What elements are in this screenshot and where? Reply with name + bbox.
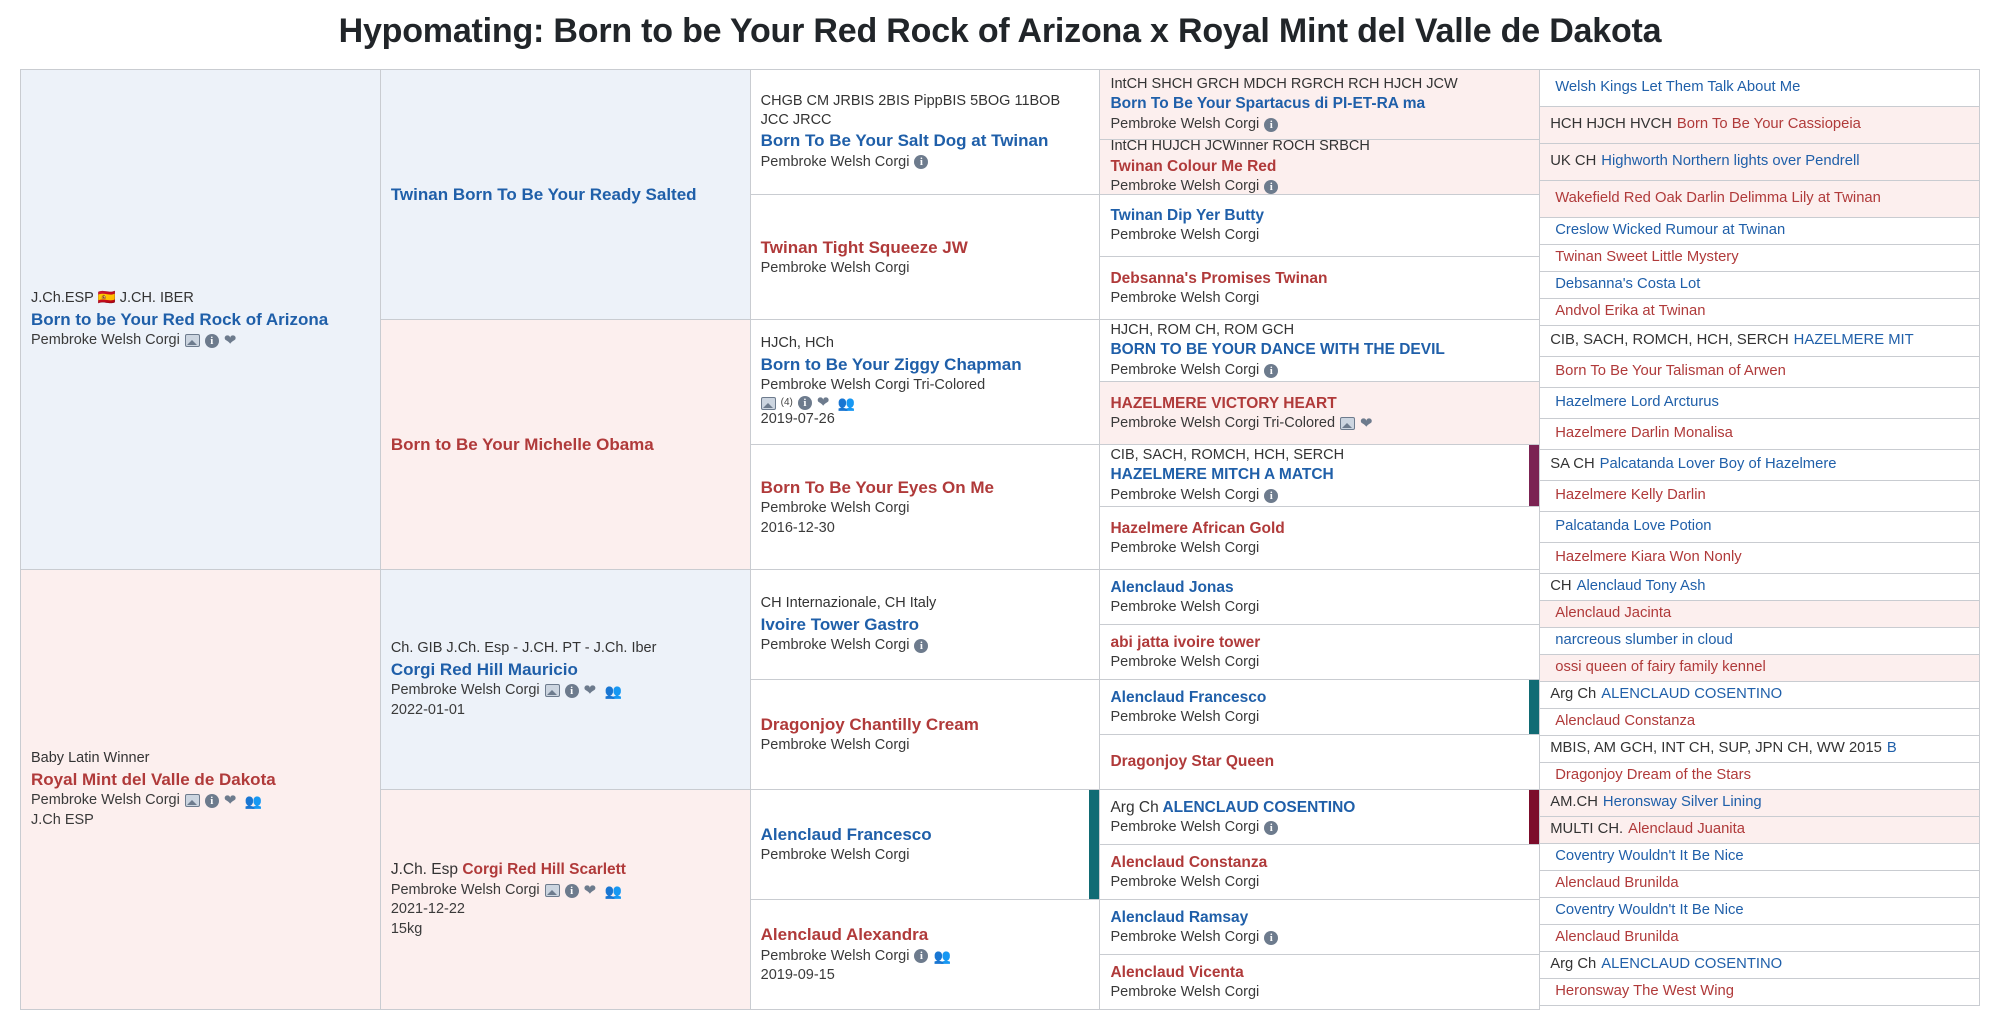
breed-label: Pembroke Welsh Corgi — [760, 636, 910, 653]
pedigree-cell[interactable] — [1100, 445, 1540, 507]
pedigree-cell[interactable] — [1100, 320, 1540, 382]
breed-label: Pembroke Welsh Corgi — [1110, 983, 1260, 1000]
dog-name-line[interactable] — [391, 860, 740, 879]
pedigree-cell[interactable] — [1540, 709, 1980, 736]
dog-breed-line — [1110, 115, 1529, 135]
breed-label: Pembroke Welsh Corgi — [31, 331, 180, 348]
breed-label: Pembroke Welsh Corgi — [1110, 708, 1260, 725]
heart-icon[interactable] — [224, 794, 240, 808]
dog-name[interactable]: Hazelmere Kelly Darlin — [1555, 487, 1706, 504]
dog-name[interactable]: Hazelmere Kiara Won Nonly — [1555, 549, 1742, 566]
dog-breed-line — [1110, 928, 1529, 948]
breed-label: Pembroke Welsh Corgi — [390, 681, 540, 698]
dog-breed-line — [31, 331, 370, 351]
dog-breed-line — [761, 499, 1090, 519]
pedigree-cell[interactable] — [1100, 955, 1540, 1010]
pedigree-cell[interactable] — [1540, 326, 1980, 357]
pedigree-cell[interactable] — [1540, 574, 1980, 601]
pedigree-cell[interactable] — [1540, 844, 1980, 871]
icon-row — [761, 396, 1090, 410]
dog-titles-top: Baby Latin Winner — [31, 749, 150, 766]
heart-icon[interactable] — [224, 334, 240, 348]
dog-name[interactable]: ALENCLAUD COSENTINO — [1162, 798, 1356, 816]
dog-breed-line — [761, 153, 1090, 173]
pedigree-cell[interactable] — [1540, 481, 1980, 512]
info-icon[interactable] — [914, 949, 928, 963]
dog-name[interactable]: ALENCLAUD COSENTINO — [1601, 956, 1783, 973]
pedigree-cell[interactable] — [751, 70, 1101, 195]
pedigree-cell[interactable] — [751, 790, 1101, 900]
dog-breed-line — [1110, 486, 1529, 506]
breed-label: Pembroke Welsh Corgi Tri-Colored — [760, 377, 986, 394]
pedigree-cell[interactable] — [1100, 70, 1540, 140]
dog-name[interactable]: Welsh Kings Let Them Talk About Me — [1555, 79, 1801, 96]
icon-group — [1264, 931, 1278, 945]
pedigree-cell[interactable] — [1540, 450, 1980, 481]
pedigree-cell[interactable] — [751, 195, 1101, 320]
breed-label: Pembroke Welsh Corgi — [390, 881, 540, 898]
dog-name[interactable]: Heronsway The West Wing — [1555, 983, 1734, 1000]
dog-name[interactable]: Alenclaud Jonas — [1110, 578, 1234, 596]
dog-breed-line — [1110, 653, 1529, 673]
dog-name[interactable]: Creslow Wicked Rumour at Twinan — [1555, 222, 1786, 239]
dog-name[interactable]: HAZELMERE VICTORY HEART — [1110, 394, 1337, 412]
dog-name[interactable]: Twinan Tight Squeeze JW — [760, 237, 968, 257]
dog-breed-line — [761, 846, 1090, 866]
dog-titles-inline: UK CH — [1550, 153, 1597, 170]
photo-icon[interactable] — [545, 884, 560, 897]
photo-icon[interactable] — [185, 794, 200, 807]
dog-name[interactable]: Born To Be Your Talisman of Arwen — [1555, 363, 1786, 380]
breed-label: Pembroke Welsh Corgi — [760, 500, 910, 517]
breed-label: Pembroke Welsh Corgi — [760, 259, 910, 276]
dog-titles: Ch. GIB J.Ch. Esp - J.CH. PT - J.Ch. Iber — [390, 639, 657, 656]
icon-group — [761, 396, 855, 410]
pedigree-cell[interactable] — [1540, 543, 1980, 574]
pedigree-cell[interactable] — [381, 570, 751, 790]
pedigree-cell[interactable] — [1540, 512, 1980, 543]
pedigree-cell[interactable] — [1100, 625, 1540, 680]
generation-3-column — [751, 70, 1101, 1010]
dog-titles-inline: Arg Ch — [1550, 686, 1597, 703]
pedigree-cell[interactable] — [1540, 763, 1980, 790]
info-icon[interactable] — [1264, 364, 1278, 378]
pedigree-cell[interactable] — [1540, 736, 1980, 763]
dog-name[interactable]: HAZELMERE MITCH A MATCH — [1110, 466, 1334, 484]
dog-name[interactable]: Born to Be Your Michelle Obama — [390, 434, 654, 454]
pedigree-cell[interactable] — [751, 320, 1101, 445]
breed-label: Pembroke Welsh Corgi — [31, 791, 180, 808]
dog-name[interactable]: Twinan Dip Yer Butty — [1110, 207, 1265, 225]
breed-label: Pembroke Welsh Corgi Tri-Colored — [1110, 414, 1336, 431]
dog-name[interactable]: Dragonjoy Star Queen — [1110, 753, 1275, 771]
dog-name[interactable]: Alenclaud Tony Ash — [1576, 578, 1706, 595]
breed-label: Pembroke Welsh Corgi — [1110, 598, 1260, 615]
dog-name[interactable]: Alenclaud Juanita — [1628, 821, 1745, 838]
dog-titles-inline: SA CH — [1550, 456, 1595, 473]
dog-name[interactable]: Alenclaud Vicenta — [1110, 963, 1244, 981]
dog-name[interactable]: Alenclaud Francesco — [1110, 688, 1267, 706]
dog-birthdate: 2019-07-26 — [760, 411, 835, 428]
pedigree-cell[interactable] — [381, 790, 751, 1010]
dog-name[interactable]: Heronsway Silver Lining — [1602, 794, 1762, 811]
info-icon[interactable] — [1264, 180, 1278, 194]
dog-name[interactable]: Royal Mint del Valle de Dakota — [31, 769, 276, 789]
dog-birthdate: 2022-01-01 — [390, 701, 465, 718]
dog-breed-line — [761, 636, 1090, 656]
pedigree-cell[interactable] — [751, 900, 1101, 1010]
pedigree-cell[interactable] — [1100, 382, 1540, 445]
dog-name[interactable]: Twinan Sweet Little Mystery — [1555, 249, 1739, 266]
pedigree-cell[interactable] — [1540, 655, 1980, 682]
pedigree-cell[interactable] — [1540, 925, 1980, 952]
dog-breed-line — [1110, 873, 1529, 893]
dog-name[interactable]: Dragonjoy Dream of the Stars — [1555, 767, 1751, 784]
dog-name[interactable]: Highworth Northern lights over Pendrell — [1601, 153, 1860, 170]
dog-name[interactable]: Alenclaud Francesco — [760, 825, 932, 845]
photo-icon[interactable] — [545, 684, 560, 697]
dog-titles: CH Internazionale, CH Italy — [760, 594, 937, 611]
dog-titles: HJCH, ROM CH, ROM GCH — [1110, 321, 1295, 338]
breed-label: Pembroke Welsh Corgi — [1110, 928, 1260, 945]
dog-name[interactable]: Twinan Colour Me Red — [1110, 157, 1277, 175]
dog-name[interactable]: ossi queen of fairy family kennel — [1555, 659, 1766, 676]
people-icon[interactable] — [245, 794, 262, 808]
dog-name[interactable]: Alenclaud Brunilda — [1555, 929, 1679, 946]
pedigree-cell[interactable] — [751, 680, 1101, 790]
icon-group — [1264, 821, 1278, 835]
people-icon[interactable] — [933, 949, 950, 963]
pedigree-cell[interactable] — [1540, 871, 1980, 898]
breed-label: Pembroke Welsh Corgi — [1110, 539, 1260, 556]
pedigree-cell[interactable] — [1100, 680, 1540, 735]
inbreeding-marker — [1529, 445, 1539, 506]
generation-1-column — [21, 70, 381, 1010]
pedigree-table — [20, 69, 1980, 1010]
breed-label: Pembroke Welsh Corgi — [1110, 486, 1260, 503]
dog-breed-line — [1110, 708, 1529, 728]
dog-breed-line — [1110, 818, 1529, 838]
dog-name[interactable]: Andvol Erika at Twinan — [1555, 303, 1706, 320]
dog-breed-line — [761, 259, 1090, 279]
icon-group — [1340, 417, 1376, 431]
pedigree-cell-dam[interactable] — [21, 570, 381, 1010]
info-icon[interactable] — [798, 396, 812, 410]
breed-label: Pembroke Welsh Corgi — [1110, 178, 1260, 195]
breed-label: Pembroke Welsh Corgi — [760, 847, 910, 864]
info-icon[interactable] — [1264, 821, 1278, 835]
dog-name[interactable]: Twinan Born To Be Your Ready Salted — [390, 184, 697, 204]
photo-icon[interactable] — [185, 334, 200, 347]
dog-extra: J.Ch ESP — [31, 811, 94, 828]
pedigree-cell[interactable] — [1540, 181, 1980, 218]
pedigree-cell[interactable] — [751, 570, 1101, 680]
dog-breed-line — [31, 791, 370, 811]
pedigree-cell[interactable] — [1100, 507, 1540, 570]
inbreeding-marker — [1529, 680, 1539, 734]
pedigree-cell[interactable] — [1540, 601, 1980, 628]
generation-5-column — [1540, 70, 1980, 1010]
pedigree-cell[interactable] — [1540, 388, 1980, 419]
icon-group — [545, 884, 622, 898]
people-icon[interactable] — [605, 884, 622, 898]
icon-group — [1264, 364, 1278, 378]
dog-titles: CHGB CM JRBIS 2BIS PippBIS 5BOG 11BOB JCC JRCC — [760, 92, 1061, 128]
pedigree-cell[interactable] — [1100, 790, 1540, 845]
inbreeding-marker — [1089, 790, 1099, 899]
breed-label: Pembroke Welsh Corgi — [1110, 227, 1260, 244]
dog-name[interactable]: Debsanna's Costa Lot — [1555, 276, 1701, 293]
dog-breed-line — [1110, 598, 1529, 618]
pedigree-cell[interactable] — [1540, 107, 1980, 144]
breed-label: Pembroke Welsh Corgi — [1110, 818, 1260, 835]
dog-name[interactable]: Palcatanda Lover Boy of Hazelmere — [1599, 456, 1837, 473]
dog-name[interactable]: BORN TO BE YOUR DANCE WITH THE DEVIL — [1110, 341, 1445, 359]
dog-name[interactable]: Born To Be Your Salt Dog at Twinan — [760, 131, 1049, 151]
icon-group — [914, 949, 950, 963]
dog-weight: 15kg — [390, 920, 423, 937]
generation-4-column — [1100, 70, 1540, 1010]
dog-name[interactable]: Born to be Your Red Rock of Arizona — [31, 309, 329, 329]
dog-breed-line — [1110, 361, 1529, 381]
dog-name[interactable]: Alenclaud Alexandra — [760, 925, 929, 945]
pedigree-cell[interactable] — [1100, 140, 1540, 195]
icon-group — [185, 794, 262, 808]
dog-name[interactable]: abi jatta ivoire tower — [1110, 633, 1261, 651]
info-icon[interactable] — [1264, 118, 1278, 132]
pedigree-cell[interactable] — [1540, 419, 1980, 450]
icon-group — [185, 334, 240, 348]
dog-name[interactable]: Born To Be Your Cassiopeia — [1676, 116, 1861, 133]
pedigree-cell[interactable] — [751, 445, 1101, 570]
dog-titles-inline: HCH HJCH HVCH — [1550, 116, 1672, 133]
pedigree-cell[interactable] — [1540, 979, 1980, 1006]
pedigree-cell[interactable] — [1100, 735, 1540, 790]
inbreeding-marker — [1529, 790, 1539, 844]
dog-name[interactable]: Hazelmere Darlin Monalisa — [1555, 425, 1733, 442]
pedigree-cell[interactable] — [1100, 570, 1540, 625]
pedigree-cell[interactable] — [381, 70, 751, 320]
dog-name[interactable]: Hazelmere African Gold — [1110, 519, 1285, 537]
heart-icon[interactable] — [584, 684, 600, 698]
dog-name[interactable]: Alenclaud Brunilda — [1555, 875, 1679, 892]
dog-breed-line — [1110, 983, 1529, 1003]
breed-label: Pembroke Welsh Corgi — [760, 737, 910, 754]
dog-name[interactable]: Born To Be Your Eyes On Me — [760, 477, 994, 497]
dog-name[interactable]: Hazelmere Lord Arcturus — [1555, 394, 1719, 411]
dog-name[interactable]: Alenclaud Jacinta — [1555, 605, 1672, 622]
pedigree-cell[interactable] — [381, 320, 751, 570]
page-title: Hypomating: Born to be Your Red Rock of Arizona x Royal Mint del Valle de Dakota — [338, 12, 1662, 50]
dog-titles-inline: Arg Ch — [1550, 956, 1597, 973]
dog-breed-line — [761, 947, 1090, 967]
dog-titles-inline: MBIS, AM GCH, INT CH, SUP, JPN CH, WW 2015 — [1550, 740, 1882, 757]
people-icon[interactable] — [605, 684, 622, 698]
dog-breed-line — [1110, 226, 1529, 246]
dog-titles-inline: CIB, SACH, ROMCH, HCH, SERCH — [1550, 332, 1789, 349]
info-icon[interactable] — [914, 639, 928, 653]
breed-label: Pembroke Welsh Corgi — [1110, 361, 1260, 378]
pedigree-cell[interactable] — [1540, 682, 1980, 709]
dog-titles: CIB, SACH, ROMCH, HCH, SERCH — [1110, 446, 1345, 463]
pedigree-cell[interactable] — [1100, 900, 1540, 955]
dog-name[interactable]: Born To Be Your Spartacus di PI-ET-RA ma — [1110, 95, 1426, 113]
pedigree-cell[interactable] — [1540, 790, 1980, 817]
icon-group — [1264, 180, 1278, 194]
dog-breed-line — [1110, 289, 1529, 309]
dog-titles-inline: AM.CH — [1550, 794, 1598, 811]
breed-label: Pembroke Welsh Corgi — [760, 947, 910, 964]
dog-breed-line — [1110, 414, 1529, 434]
dog-name[interactable]: Ivoire Tower Gastro — [760, 614, 920, 634]
dog-name[interactable]: Alenclaud Constanza — [1555, 713, 1696, 730]
info-icon[interactable] — [205, 794, 219, 808]
dog-name[interactable]: Coventry Wouldn't It Be Nice — [1555, 848, 1744, 865]
dog-name[interactable]: B — [1886, 740, 1897, 757]
breed-label: Pembroke Welsh Corgi — [1110, 289, 1260, 306]
icon-group — [545, 684, 622, 698]
breed-label: Pembroke Welsh Corgi — [1110, 873, 1260, 890]
dog-breed-line — [761, 376, 1090, 396]
dog-birthdate: 2019-09-15 — [760, 967, 835, 984]
dog-breed-line — [761, 736, 1090, 756]
dog-birthdate: 2016-12-30 — [760, 519, 835, 536]
heart-icon[interactable] — [584, 884, 600, 898]
pedigree-cell[interactable] — [1540, 628, 1980, 655]
dog-name[interactable]: HAZELMERE MIT — [1793, 332, 1914, 349]
pedigree-cell[interactable] — [1540, 817, 1980, 844]
pedigree-cell[interactable] — [1540, 70, 1980, 107]
breed-label: Pembroke Welsh Corgi — [1110, 115, 1260, 132]
info-icon[interactable] — [205, 334, 219, 348]
pedigree-cell[interactable] — [1100, 845, 1540, 900]
dog-name[interactable]: Wakefield Red Oak Darlin Delimma Lily at Twinan — [1555, 190, 1881, 207]
pedigree-cell[interactable] — [1100, 257, 1540, 320]
pedigree-cell[interactable] — [1540, 299, 1980, 326]
dog-name-line[interactable] — [1110, 798, 1529, 817]
pedigree-cell[interactable] — [1540, 272, 1980, 299]
dog-breed-line — [1110, 539, 1529, 559]
dog-name[interactable]: narcreous slumber in cloud — [1555, 632, 1733, 649]
dog-name[interactable]: Debsanna's Promises Twinan — [1110, 269, 1328, 287]
info-icon[interactable] — [565, 684, 579, 698]
generation-2-column — [381, 70, 751, 1010]
icon-group — [914, 639, 928, 653]
pedigree-cell[interactable] — [1540, 898, 1980, 925]
dog-titles: IntCH SHCH GRCH MDCH RGRCH RCH HJCH JCW — [1110, 75, 1458, 92]
icon-group — [1264, 118, 1278, 132]
dog-name[interactable]: Palcatanda Love Potion — [1555, 518, 1712, 535]
dog-titles: HJCh, HCh — [760, 335, 834, 352]
info-icon[interactable] — [1264, 489, 1278, 503]
dog-titles: J.Ch.ESP 🇪🇸 J.CH. IBER — [31, 289, 194, 306]
dog-birthdate: 2021-12-22 — [390, 901, 465, 918]
dog-name[interactable]: Alenclaud Ramsay — [1110, 908, 1249, 926]
dog-name[interactable]: Coventry Wouldn't It Be Nice — [1555, 902, 1744, 919]
pedigree-cell-sire[interactable] — [21, 70, 381, 570]
dog-breed-line — [391, 881, 740, 901]
heart-icon[interactable] — [1360, 417, 1376, 431]
info-icon[interactable] — [1264, 931, 1278, 945]
dog-titles-inline: J.Ch. Esp — [390, 861, 459, 879]
pedigree-cell[interactable] — [1540, 357, 1980, 388]
dog-breed-line — [1110, 177, 1529, 195]
dog-name[interactable]: Corgi Red Hill Scarlett — [462, 861, 626, 879]
dog-name[interactable]: ALENCLAUD COSENTINO — [1601, 686, 1783, 703]
breed-label: Pembroke Welsh Corgi — [1110, 653, 1260, 670]
info-icon[interactable] — [914, 155, 928, 169]
pedigree-cell[interactable] — [1100, 195, 1540, 257]
photo-count: (4) — [780, 397, 793, 409]
dog-name[interactable]: Corgi Red Hill Mauricio — [390, 659, 578, 679]
pedigree-cell[interactable] — [1540, 144, 1980, 181]
breed-label: Pembroke Welsh Corgi — [760, 153, 910, 170]
dog-titles: IntCH HUJCH JCWinner ROCH SRBCH — [1110, 140, 1370, 155]
photo-icon[interactable] — [761, 397, 776, 410]
dog-breed-line — [391, 681, 740, 701]
icon-group — [1264, 489, 1278, 503]
dog-titles-inline: Arg Ch — [1110, 798, 1159, 816]
photo-icon[interactable] — [1340, 417, 1355, 430]
dog-name[interactable]: Alenclaud Constanza — [1110, 853, 1268, 871]
pedigree-cell[interactable] — [1540, 218, 1980, 245]
heart-icon[interactable] — [817, 396, 833, 410]
dog-name[interactable]: Dragonjoy Chantilly Cream — [760, 715, 979, 735]
people-icon[interactable] — [838, 396, 855, 410]
dog-titles-inline: MULTI CH. — [1550, 821, 1624, 838]
icon-group — [914, 155, 928, 169]
pedigree-cell[interactable] — [1540, 245, 1980, 272]
dog-titles-inline: CH — [1550, 578, 1572, 595]
pedigree-cell[interactable] — [1540, 952, 1980, 979]
info-icon[interactable] — [565, 884, 579, 898]
dog-name[interactable]: Born to Be Your Ziggy Chapman — [760, 355, 1022, 375]
